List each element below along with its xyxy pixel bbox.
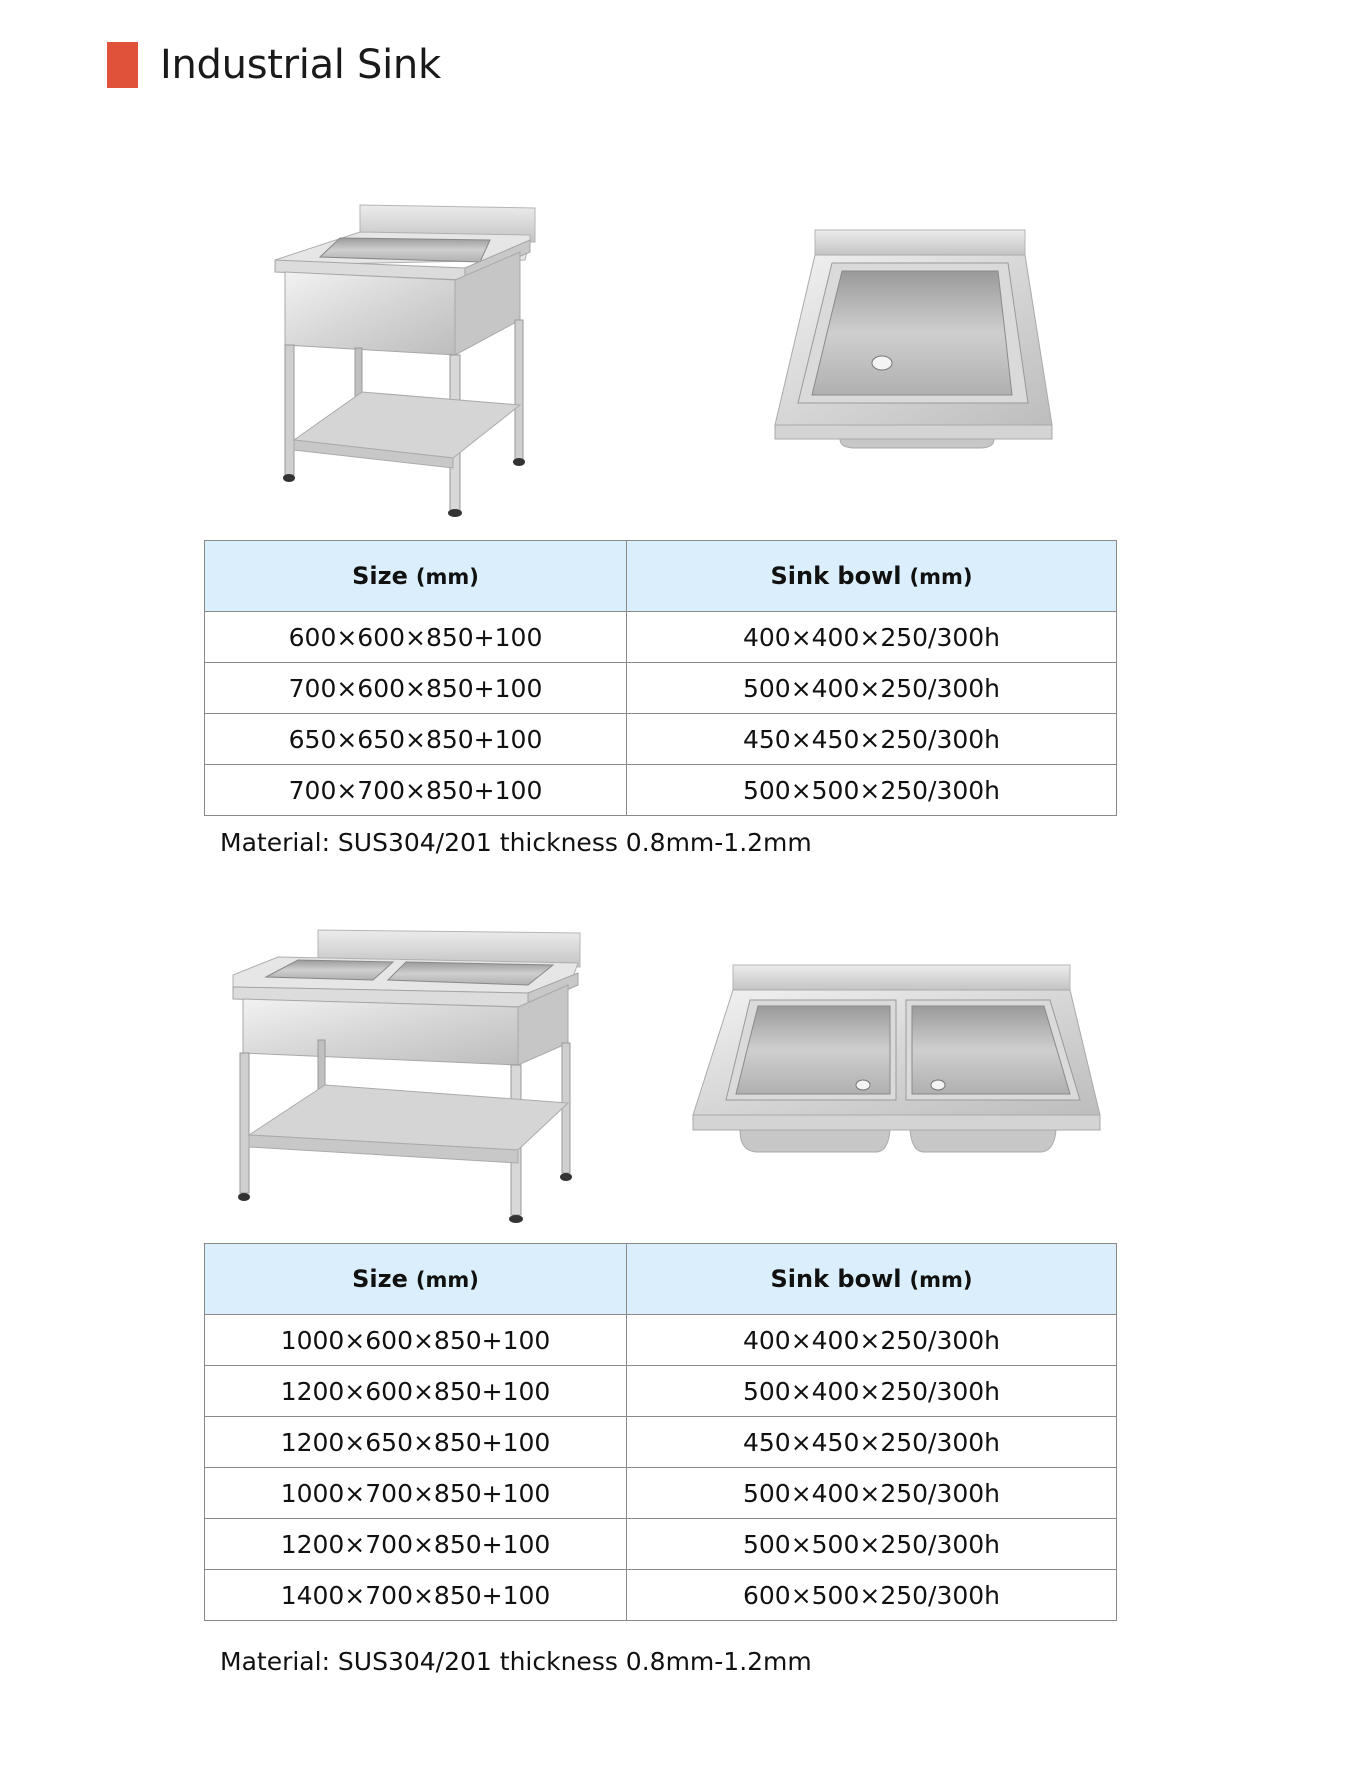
bowl-cell: 400×400×250/300h xyxy=(627,1315,1117,1366)
spec-table-double-bowl xyxy=(204,1243,1117,1621)
bowl-cell: 500×400×250/300h xyxy=(627,1366,1117,1417)
header-size-label: Size xyxy=(352,1265,408,1293)
table-header-row xyxy=(205,541,1117,612)
table-row xyxy=(205,714,1117,765)
bowl-cell: 600×500×250/300h xyxy=(627,1570,1117,1621)
size-cell: 1200×650×850+100 xyxy=(205,1417,627,1468)
table-row xyxy=(205,663,1117,714)
column-header-size xyxy=(205,541,627,612)
bowl-cell: 400×400×250/300h xyxy=(627,612,1117,663)
material-note: Material: SUS304/201 thickness 0.8mm-1.2mm xyxy=(220,1647,812,1676)
bowl-cell: 500×400×250/300h xyxy=(627,663,1117,714)
size-cell: 1200×600×850+100 xyxy=(205,1366,627,1417)
spec-table-single-bowl xyxy=(204,540,1117,816)
header-size-unit: (mm) xyxy=(415,565,479,589)
material-note: Material: SUS304/201 thickness 0.8mm-1.2mm xyxy=(220,828,812,857)
table-row xyxy=(205,1315,1117,1366)
size-cell: 1400×700×850+100 xyxy=(205,1570,627,1621)
bowl-cell: 500×500×250/300h xyxy=(627,1519,1117,1570)
size-cell: 600×600×850+100 xyxy=(205,612,627,663)
table-row xyxy=(205,1366,1117,1417)
single-bowl-sink-stand-image xyxy=(270,200,540,520)
table-row xyxy=(205,1417,1117,1468)
bowl-cell: 450×450×250/300h xyxy=(627,714,1117,765)
header-accent-block xyxy=(107,42,138,88)
table-row xyxy=(205,765,1117,816)
bowl-cell: 450×450×250/300h xyxy=(627,1417,1117,1468)
size-cell: 650×650×850+100 xyxy=(205,714,627,765)
header-bowl-label: Sink bowl xyxy=(770,1265,902,1293)
size-cell: 1200×700×850+100 xyxy=(205,1519,627,1570)
column-header-size xyxy=(205,1244,627,1315)
header-size-label: Size xyxy=(352,562,408,590)
single-bowl-sink-top-image xyxy=(770,225,1060,450)
table-row xyxy=(205,1570,1117,1621)
size-cell: 700×700×850+100 xyxy=(205,765,627,816)
header-bowl-label: Sink bowl xyxy=(770,562,902,590)
bowl-cell: 500×400×250/300h xyxy=(627,1468,1117,1519)
table-row xyxy=(205,612,1117,663)
size-cell: 1000×700×850+100 xyxy=(205,1468,627,1519)
header-bowl-unit: (mm) xyxy=(909,565,973,589)
size-cell: 1000×600×850+100 xyxy=(205,1315,627,1366)
size-cell: 700×600×850+100 xyxy=(205,663,627,714)
double-bowl-sink-top-image xyxy=(688,960,1108,1160)
page-header xyxy=(107,42,441,88)
table-row xyxy=(205,1519,1117,1570)
header-bowl-unit: (mm) xyxy=(909,1268,973,1292)
header-size-unit: (mm) xyxy=(415,1268,479,1292)
table-header-row xyxy=(205,1244,1117,1315)
table-row xyxy=(205,1468,1117,1519)
column-header-sink-bowl xyxy=(627,541,1117,612)
column-header-sink-bowl xyxy=(627,1244,1117,1315)
page-title: Industrial Sink xyxy=(160,42,441,88)
bowl-cell: 500×500×250/300h xyxy=(627,765,1117,816)
double-bowl-sink-stand-image xyxy=(228,925,588,1225)
